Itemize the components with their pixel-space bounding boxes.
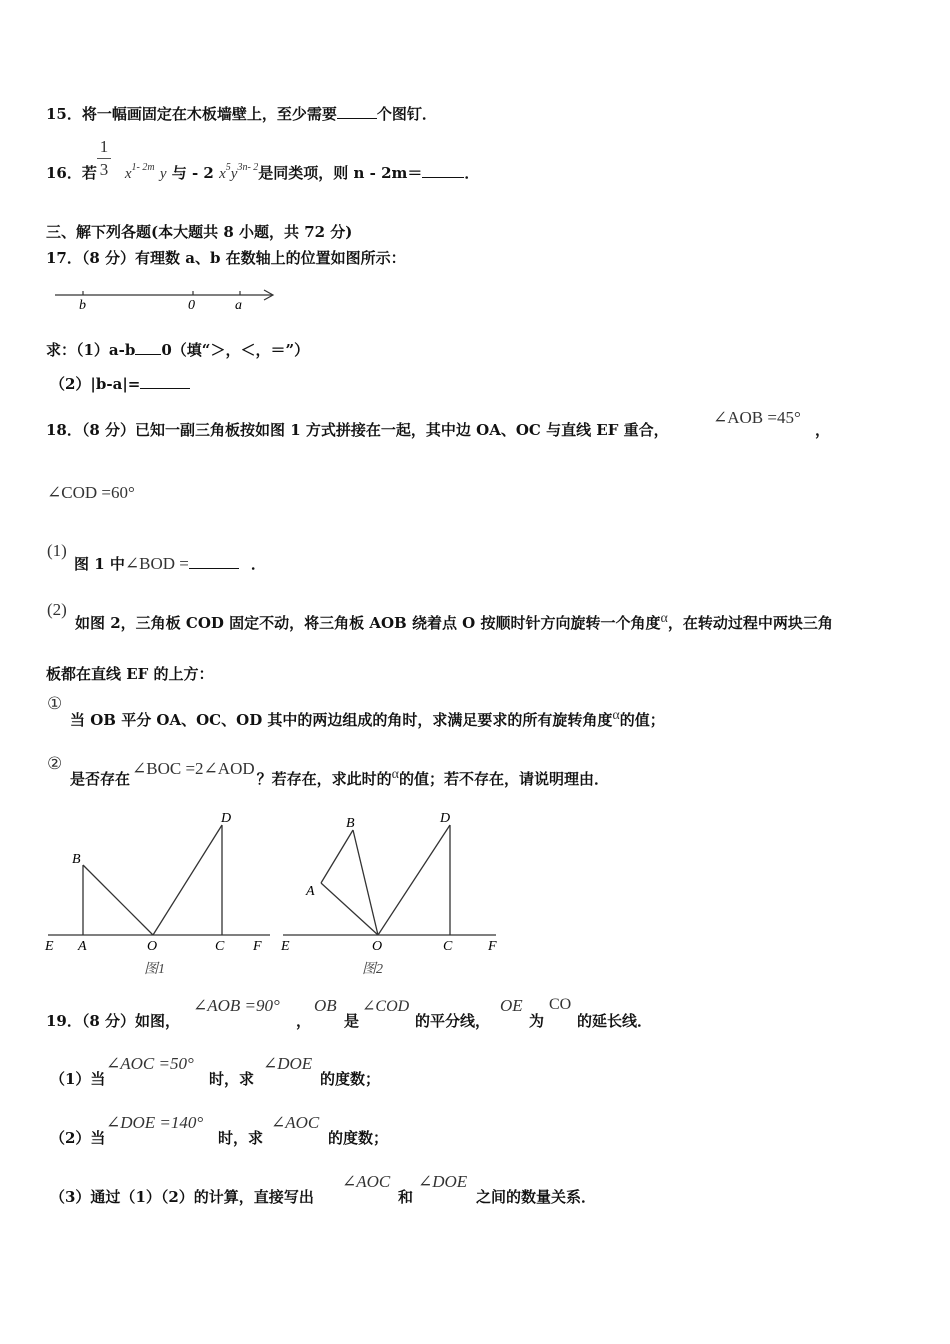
circled-one: ① <box>47 694 63 714</box>
label-C: C <box>443 939 453 954</box>
label-C: C <box>215 939 225 954</box>
part-1-mark: (1) <box>47 541 67 560</box>
question-17-part1: 求：（1）a-b 0（填“＞，＜，＝”） <box>46 341 310 359</box>
question-18-part1: 图 1 中∠BOD = ． <box>74 554 266 573</box>
label-F: F <box>253 939 262 954</box>
answer-blank <box>337 118 377 119</box>
question-19-part2: （2）当 <box>50 1129 106 1147</box>
label-E: E <box>281 939 290 954</box>
question-18-stem: 18．（8 分）已知一副三角板按如图 1 方式拼接在一起，其中边 OA、OC 与直线 EF 重合， <box>46 421 669 439</box>
label-zero: 0 <box>188 298 195 313</box>
section-title: 三、解下列各题(本大题共 8 小题，共 72 分) <box>46 223 353 241</box>
question-16: 16．若 $x^{1- 2m}$ y 与 - 2 $x^5y^{3n- 2}$是同类项，则 n - 2m＝ ． <box>46 162 480 182</box>
label-F: F <box>488 939 497 954</box>
label-O: O <box>372 939 383 954</box>
label-a: a <box>235 298 242 313</box>
label-D: D <box>221 811 232 826</box>
circled-two: ② <box>47 754 63 774</box>
part-2-mark: (2) <box>47 600 67 619</box>
answer-blank <box>135 354 161 355</box>
question-18-part2: 如图 2，三角板 COD 固定不动，将三角板 AOB 绕着点 O 按顺时针方向旋转一个角度α，在转动过程中两块三角 <box>75 611 833 632</box>
label-B: B <box>346 816 355 831</box>
question-17-stem: 17．（8 分）有理数 a、b 在数轴上的位置如图所示： <box>46 249 406 267</box>
question-19-part1: （1）当 <box>50 1070 106 1088</box>
question-18-part2-cont: 板都在直线 EF 的上方： <box>46 665 214 683</box>
answer-blank <box>189 568 239 569</box>
label-A: A <box>78 939 87 954</box>
label-E: E <box>45 939 54 954</box>
label-O: O <box>147 939 158 954</box>
fraction-one-third: 1 3 <box>97 137 111 180</box>
figure-1 <box>40 805 275 980</box>
question-18-sub-ii: 是否存在∠BOC =2∠AOD？若存在，求此时的α的值；若不存在，请说明理由． <box>70 759 610 788</box>
number-line <box>50 284 282 314</box>
caption-fig1: 图1 <box>144 962 165 977</box>
question-15: 15．将一幅画固定在木板墙壁上，至少需要 个图钉． <box>46 105 437 123</box>
angle-aob-90: ∠AOB =90° <box>193 996 280 1015</box>
answer-blank <box>140 388 190 389</box>
angle-aob-45: ∠AOB =45° <box>713 408 801 427</box>
question-18-sub-i: 当 OB 平分 OA、OC、OD 其中的两边组成的角时，求满足要求的所有旋转角度α的值； <box>70 708 665 729</box>
label-A: A <box>306 884 315 899</box>
question-19-stem: 19．（8 分）如图， <box>46 1012 181 1030</box>
answer-blank <box>422 177 464 178</box>
label-b: b <box>79 298 86 313</box>
caption-fig2: 图2 <box>362 962 383 977</box>
question-19-part3: （3）通过（1）（2）的计算，直接写出 <box>50 1188 314 1206</box>
label-D: D <box>440 811 451 826</box>
figure-2 <box>278 805 508 980</box>
question-17-part2: （2）|b-a|= <box>50 373 190 394</box>
angle-cod-60: ∠COD =60° <box>47 483 135 502</box>
label-B: B <box>72 852 81 867</box>
